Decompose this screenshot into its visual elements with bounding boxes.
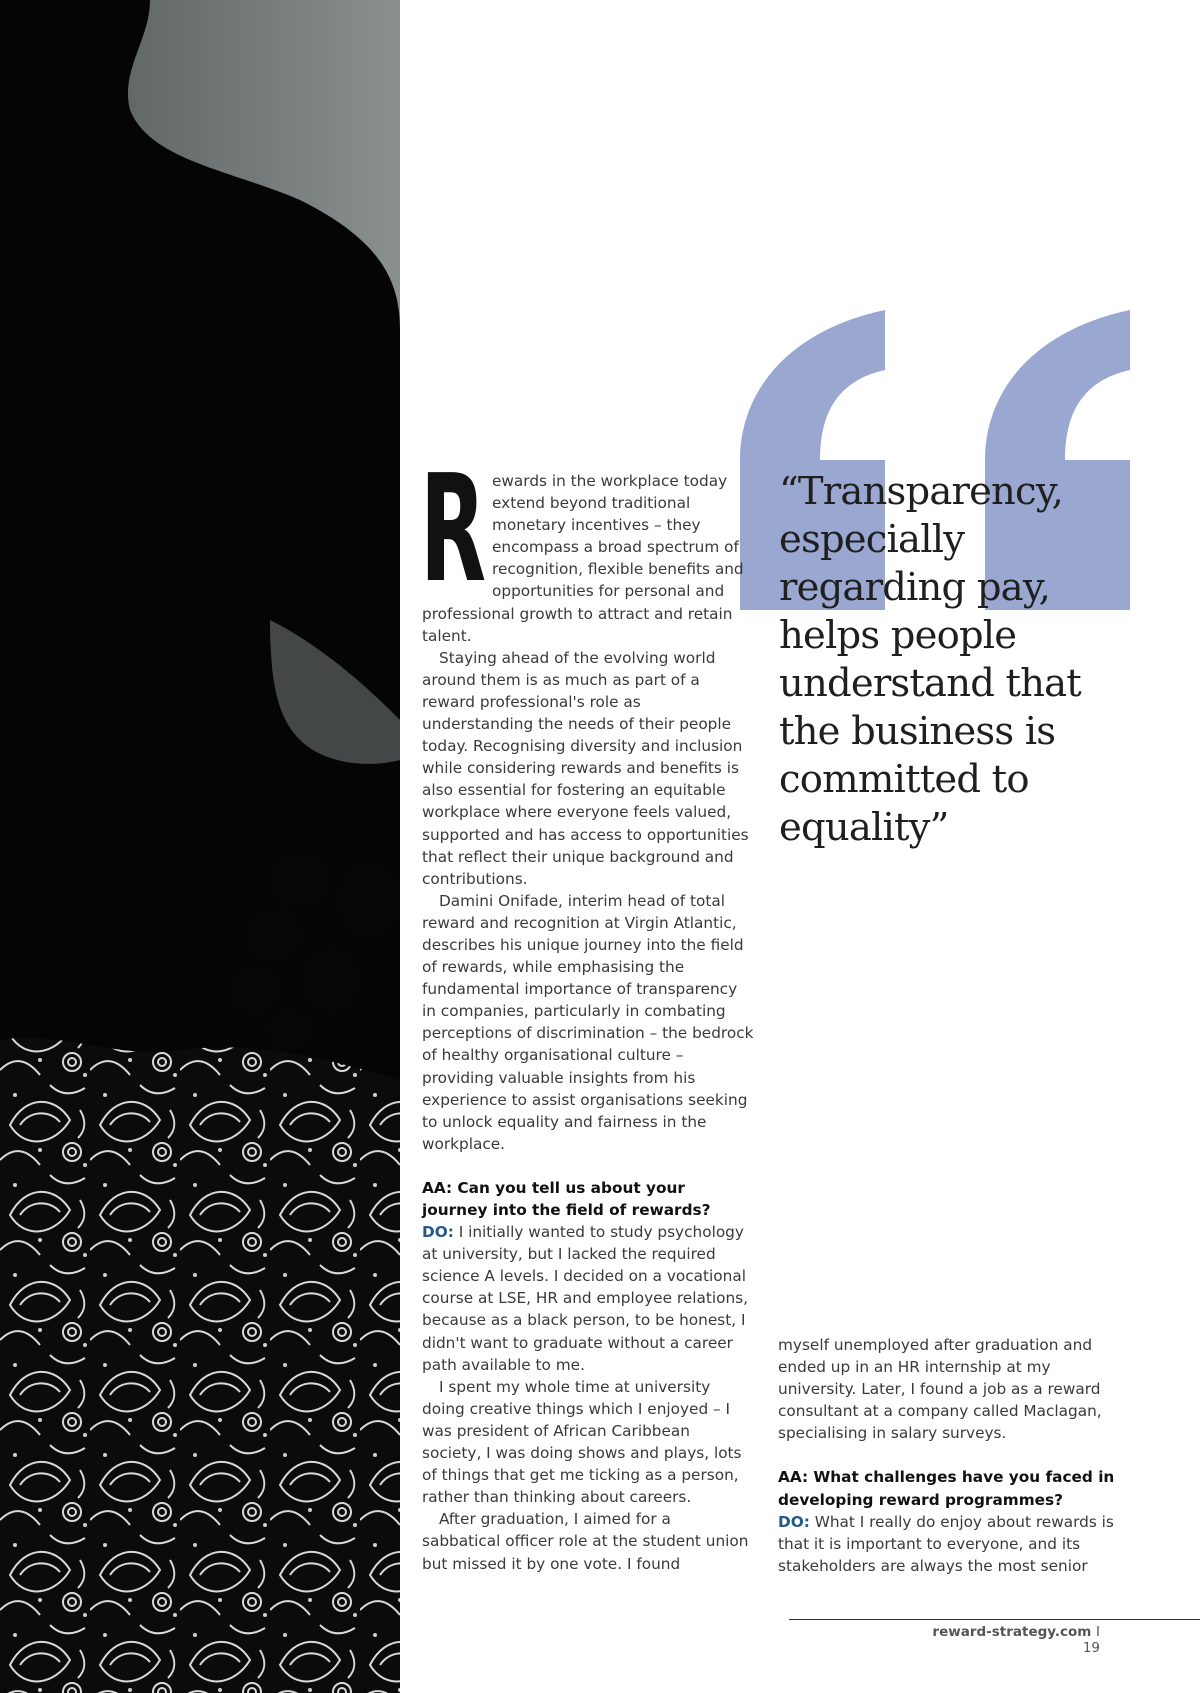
interview-question: AA: What challenges have you faced in developing reward programmes? xyxy=(778,1468,1115,1509)
article-column-2 xyxy=(778,1334,1118,1577)
interview-answer: DO: What I really do enjoy about rewards is that it is important to everyone, and its stakeholders are always the most senior xyxy=(778,1512,1114,1575)
drop-cap: R xyxy=(420,443,487,615)
footer-site-link[interactable]: reward-strategy.com xyxy=(932,1624,1092,1640)
answer-label: DO: xyxy=(422,1223,454,1242)
body-paragraph: Staying ahead of the evolving world around them is as much as part of a reward professional's role as understanding the needs of their people today. Recognising diversity and inclusion while considering rewards and benefits is also essential for fostering an equitable workplace where everyone feels valued, supported and has access to opportunities that reflect their unique background and contributions. xyxy=(422,648,749,888)
page-number: 19 xyxy=(1082,1640,1100,1656)
portrait-photo xyxy=(0,0,400,1693)
footer-rule xyxy=(789,1619,1200,1620)
body-paragraph: myself unemployed after graduation and ended up in an HR internship at my university. Later, I found a job as a reward consultant at a company called Maclagan, specialising in salary surveys. xyxy=(778,1336,1102,1443)
answer-label: DO: xyxy=(778,1512,810,1531)
body-paragraph: After graduation, I aimed for a sabbatical officer role at the student union but missed it by one vote. I found xyxy=(422,1510,749,1573)
footer-separator: I xyxy=(1096,1624,1100,1640)
body-paragraph: I spent my whole time at university doing creative things which I enjoyed – I was president of African Caribbean society, I was doing shows and plays, lots of things that get me ticking as a person, rather than thinking about careers. xyxy=(422,1377,742,1507)
interview-answer: DO: I initially wanted to study psychology at university, but I lacked the required science A levels. I decided on a vocational course at LSE, HR and employee relations, because as a black person, to be honest, I didn't want to graduate without a career path available to me. xyxy=(422,1223,748,1374)
intro-paragraph: ewards in the workplace today extend beyond traditional monetary incentives – they encompass a broad spectrum of recognition, flexible benefits and opportunities for personal and professional growth to attract and retain talent. xyxy=(422,472,744,645)
page-footer xyxy=(920,1624,1100,1656)
interview-question: AA: Can you tell us about your journey into the field of rewards? xyxy=(422,1178,711,1219)
article-column-1 xyxy=(420,443,754,1575)
body-paragraph: Damini Onifade, interim head of total reward and recognition at Virgin Atlantic, describes his unique journey into the field of rewards, while emphasising the fundamental importance of transparency in companies, particularly in combating perceptions of discrimination – the bedrock of healthy organisational culture – providing valuable insights from his experience to assist organisations seeking to unlock equality and fairness in the workplace. xyxy=(422,891,754,1153)
pull-quote: “Transparency, especially regarding pay, helps people understand that the business is committed to equality” xyxy=(779,469,1081,850)
